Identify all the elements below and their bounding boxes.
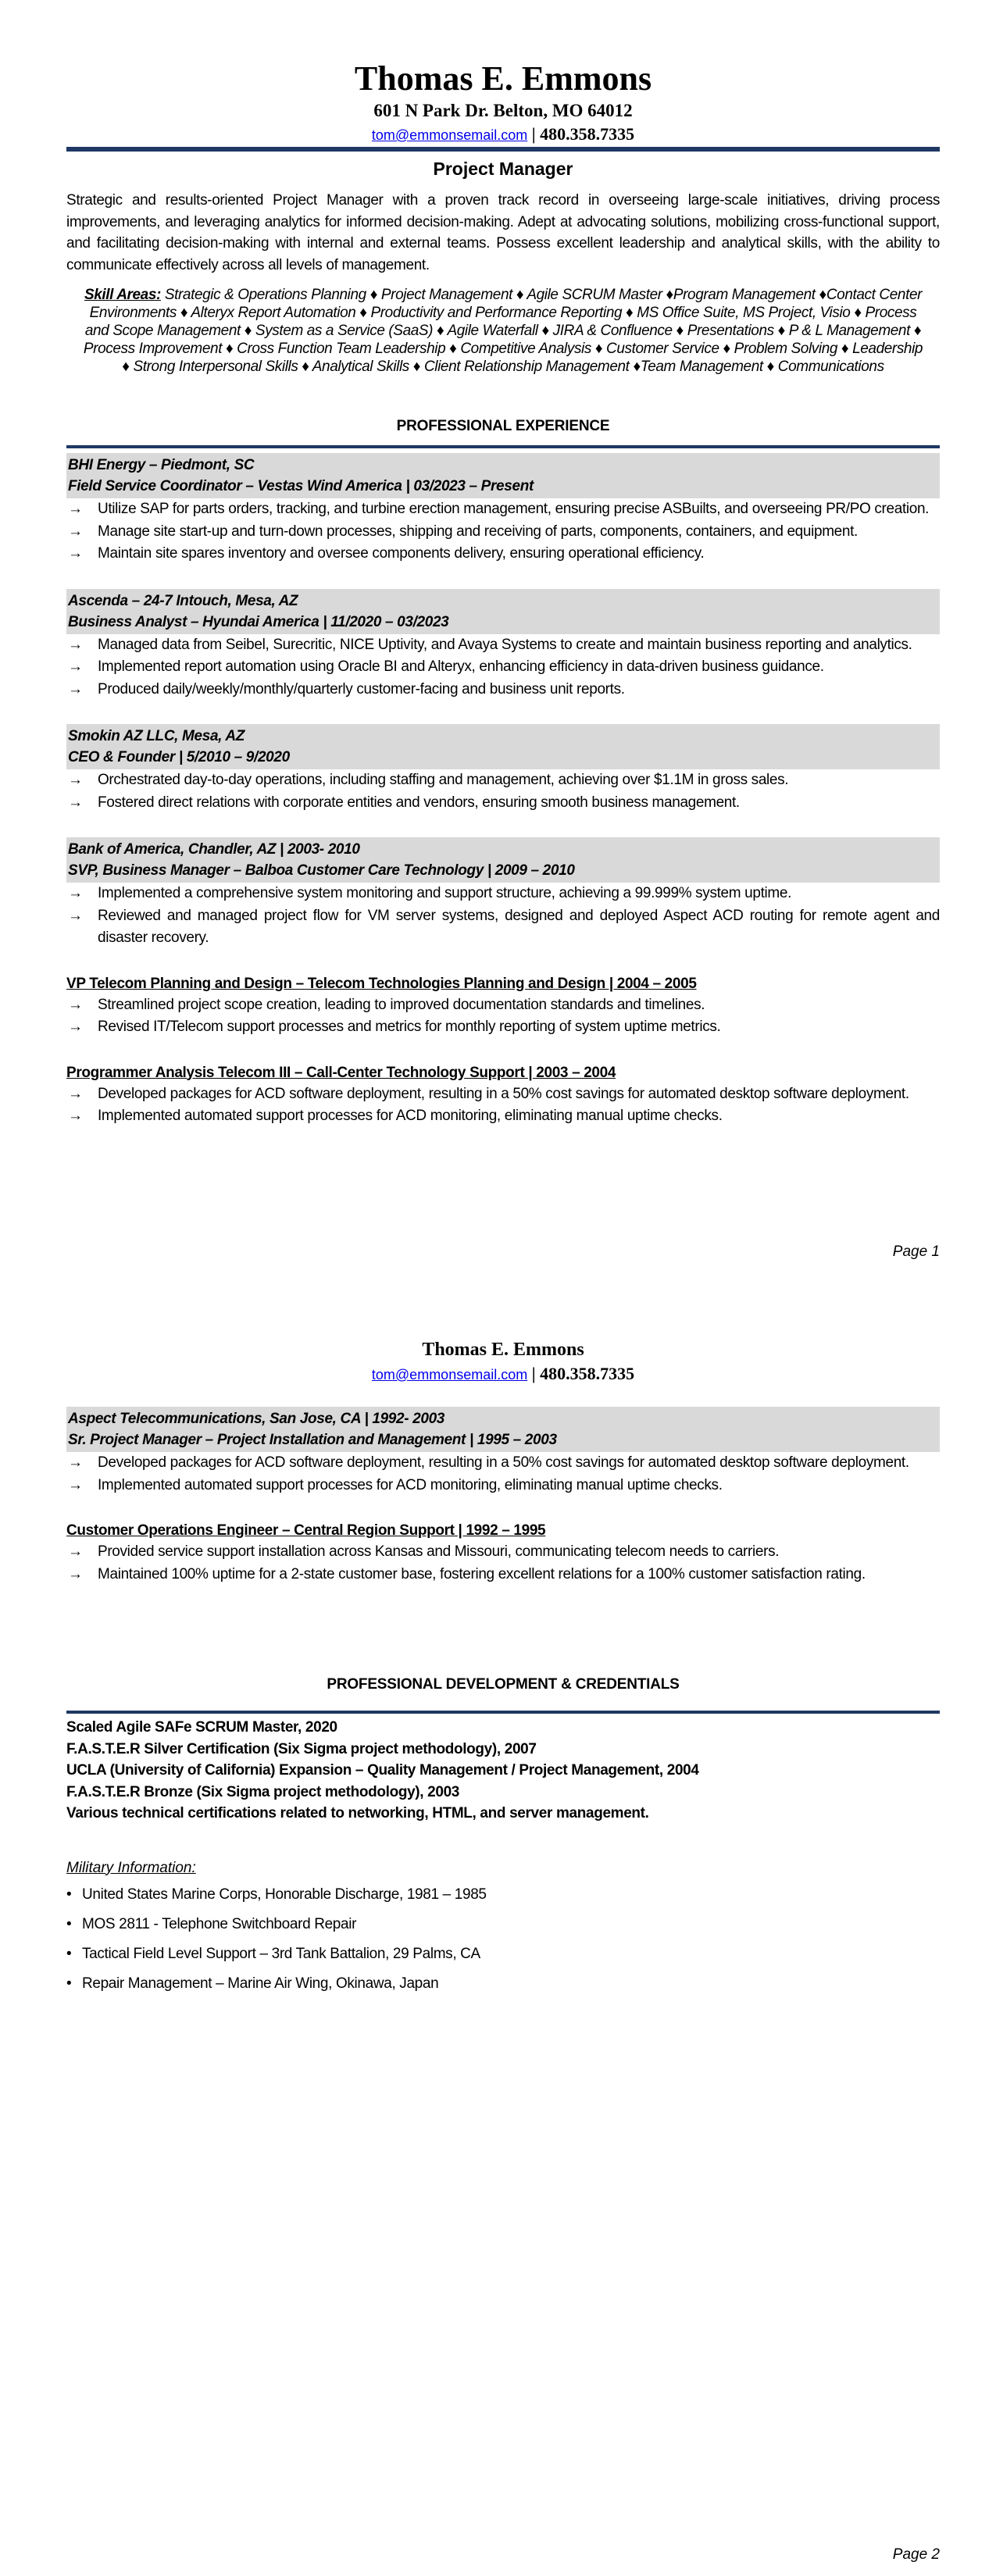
- military-text: United States Marine Corps, Honorable Discharge, 1981 – 1985: [82, 1886, 487, 1903]
- credential-item: UCLA (University of California) Expansion – Quality Management / Project Management, 2004: [66, 1762, 699, 1779]
- bullet-text: Streamlined project scope creation, leading to improved documentation standards and timelines.: [98, 996, 705, 1013]
- bullet-item: [66, 1083, 940, 1106]
- job-header: [66, 724, 940, 769]
- job-title: Project Manager: [433, 159, 573, 179]
- bullet-text: Maintain site spares inventory and oversee components delivery, ensuring operational efficiency.: [98, 545, 705, 562]
- bullet-item: [66, 679, 940, 701]
- job-entry: [66, 837, 940, 950]
- job-entry: [66, 973, 940, 1039]
- bullet-text: Reviewed and managed project flow for VM server systems, designed and deployed Aspect ACD routing for remote agent and disaster recovery.: [98, 907, 940, 946]
- job-header: [66, 453, 940, 498]
- bullet-item: [66, 1105, 940, 1128]
- job-entry: [66, 1062, 940, 1128]
- email-link[interactable]: tom@emmonsemail.com: [371, 127, 528, 143]
- credentials-heading: PROFESSIONAL DEVELOPMENT & CREDENTIALS: [327, 1676, 680, 1693]
- bullet-item: [66, 634, 940, 657]
- page2-email-link[interactable]: tom@emmonsemail.com: [371, 1367, 528, 1383]
- bullet-text: Implemented a comprehensive system monitoring and support structure, achieving a 99.999% system uptime.: [98, 885, 792, 901]
- bullet-text: Produced daily/weekly/monthly/quarterly customer-facing and business unit reports.: [98, 680, 625, 698]
- bullet-item: [66, 1564, 940, 1586]
- bullet-text: Managed data from Seibel, Surecritic, NICE Uptivity, and Avaya Systems to create and maintain business reporting and analytics.: [98, 636, 912, 653]
- credential-item: Various technical certifications related to networking, HTML, and server management.: [66, 1805, 649, 1821]
- arrow-icon: →: [68, 885, 83, 901]
- bullet-icon: •: [66, 1915, 72, 1932]
- bullet-item: [66, 769, 940, 792]
- arrow-icon: →: [68, 1085, 83, 1102]
- role: Customer Operations Engineer – Central Region Support | 1992 – 1995: [66, 1522, 546, 1539]
- bullet-item: [66, 521, 940, 544]
- summary: Strategic and results-oriented Project Manager with a proven track record in overseeing large-scale initiatives, driving process improvements, and leveraging analytics for informed decision-making. Adept at advocating solutions, mobilizing cross-functional support, and facilitating decision-making with internal and external teams. Possess excellent leadership and analytical skills, with the ability to communicate effectively across all levels of management.: [66, 192, 940, 273]
- bullet-text: Orchestrated day-to-day operations, including staffing and management, achieving over $1.1M in gross sales.: [98, 772, 789, 788]
- page2-contact-line: [66, 1362, 940, 1386]
- bullet-icon: •: [66, 1886, 72, 1903]
- military-item: [66, 1941, 940, 1968]
- page2-phone: 480.358.7335: [540, 1364, 635, 1383]
- job-header: [66, 837, 940, 883]
- arrow-icon: →: [68, 501, 83, 517]
- job-entry: [66, 724, 940, 814]
- company: BHI Energy – Piedmont, SC: [68, 457, 255, 473]
- skill-areas-label: Skill Areas:: [84, 287, 161, 303]
- bullet-text: Developed packages for ACD software deployment, resulting in a 50% cost savings for automated desktop software deployment.: [98, 1085, 909, 1102]
- credential-item: F.A.S.T.E.R Silver Certification (Six Sigma project methodology), 2007: [66, 1740, 537, 1757]
- bullet-item: [66, 1016, 940, 1039]
- bullet-text: Maintained 100% uptime for a 2-state customer base, fostering excellent relations for a 100% customer satisfaction rating.: [98, 1565, 866, 1582]
- candidate-name: Thomas E. Emmons: [354, 59, 652, 98]
- arrow-icon: →: [68, 1543, 83, 1560]
- bullet-item: [66, 905, 940, 950]
- bullet-text: Utilize SAP for parts orders, tracking, and turbine erection management, ensuring precise ASBuilts, and overseeing PR/PO creation.: [98, 501, 930, 517]
- military-text: Tactical Field Level Support – 3rd Tank Battalion, 29 Palms, CA: [82, 1945, 480, 1962]
- arrow-icon: →: [68, 996, 83, 1013]
- role: Programmer Analysis Telecom III – Call-Center Technology Support | 2003 – 2004: [66, 1064, 616, 1081]
- arrow-icon: →: [68, 636, 83, 653]
- military-item: [66, 1971, 940, 1997]
- phone: 480.358.7335: [540, 124, 635, 144]
- arrow-icon: →: [68, 523, 83, 540]
- bullet-text: Fostered direct relations with corporate entities and vendors, ensuring smooth business management.: [98, 794, 740, 811]
- bullet-item: [66, 792, 940, 815]
- bullet-text: Implemented automated support processes for ACD monitoring, eliminating manual uptime checks.: [98, 1108, 723, 1124]
- role: Business Analyst – Hyundai America | 11/2020 – 03/2023: [68, 613, 449, 630]
- military-item: [66, 1882, 940, 1908]
- company: Ascenda – 24-7 Intouch, Mesa, AZ: [68, 592, 298, 609]
- bullet-icon: •: [66, 1975, 72, 1992]
- arrow-icon: →: [68, 658, 83, 675]
- bullet-item: [66, 498, 940, 521]
- role: SVP, Business Manager – Balboa Customer Care Technology | 2009 – 2010: [68, 862, 575, 879]
- arrow-icon: →: [68, 545, 83, 562]
- bullet-text: Developed packages for ACD software deployment, resulting in a 50% cost savings for automated desktop software deployment.: [98, 1454, 909, 1471]
- credentials-list: [66, 1717, 940, 1997]
- separator: |: [531, 1364, 536, 1383]
- experience-list-page2: [66, 1407, 940, 1609]
- bullet-item: [66, 1475, 940, 1497]
- role: VP Telecom Planning and Design – Telecom Technologies Planning and Design | 2004 – 2005: [66, 975, 697, 992]
- bullet-icon: •: [66, 1945, 72, 1962]
- job-entry: [66, 589, 940, 701]
- header-rule: [66, 147, 940, 152]
- role: Field Service Coordinator – Vestas Wind America | 03/2023 – Present: [68, 478, 534, 494]
- arrow-icon: →: [68, 1108, 83, 1124]
- bullet-text: Manage site start-up and turn-down processes, shipping and receiving of parts, components, containers, and equipment.: [98, 523, 858, 540]
- job-header: [66, 589, 940, 634]
- contact-line: [66, 123, 940, 147]
- military-text: MOS 2811 - Telephone Switchboard Repair: [82, 1915, 357, 1932]
- separator: |: [531, 124, 536, 144]
- bullet-text: Implemented report automation using Oracle BI and Alteryx, enhancing efficiency in data-driven business guidance.: [98, 658, 824, 675]
- arrow-icon: →: [68, 1454, 83, 1471]
- job-entry: [66, 1520, 940, 1586]
- bullet-text: Provided service support installation across Kansas and Missouri, communicating telecom needs to carriers.: [98, 1543, 780, 1560]
- credential-item: F.A.S.T.E.R Bronze (Six Sigma project methodology), 2003: [66, 1783, 460, 1800]
- experience-rule: [66, 445, 940, 448]
- company: Aspect Telecommunications, San Jose, CA | 1992- 2003: [68, 1411, 445, 1427]
- bullet-item: [66, 543, 940, 566]
- page-number: Page 1: [892, 1243, 940, 1260]
- skill-areas-text: Strategic & Operations Planning ♦ Project Management ♦ Agile SCRUM Master ♦Program Management ♦Contact Center Environments ♦ Alteryx Report Automation ♦ Productivity and Performance Reporting ♦ MS Office Suite, MS Project, Visio ♦ Process and Scope Management ♦ System as a Service (SaaS) ♦ Agile Waterfall ♦ JIRA & Confluence ♦ Presentations ♦ P & L Management ♦ Process Improvement ♦ Cross Function Team Leadership ♦ Competitive Analysis ♦ Customer Service ♦ Problem Solving ♦ Leadership ♦ Strong Interpersonal Skills ♦ Analytical Skills ♦ Client Relationship Management ♦Team Management ♦ Communications: [83, 287, 923, 375]
- page-number: Page 2: [892, 2546, 940, 2563]
- credentials-rule: [66, 1711, 940, 1714]
- arrow-icon: →: [68, 1476, 83, 1493]
- bullet-item: [66, 1452, 940, 1475]
- experience-heading: PROFESSIONAL EXPERIENCE: [396, 418, 610, 434]
- military-item: [66, 1911, 940, 1938]
- job-header: [66, 1407, 940, 1452]
- company: Smokin AZ LLC, Mesa, AZ: [68, 728, 245, 744]
- bullet-item: [66, 1541, 940, 1564]
- skill-areas: [66, 286, 940, 376]
- credential-item: Scaled Agile SAFe SCRUM Master, 2020: [66, 1719, 337, 1736]
- arrow-icon: →: [68, 907, 83, 924]
- job-entry: [66, 1407, 940, 1497]
- role: Sr. Project Manager – Project Installation and Management | 1995 – 2003: [68, 1432, 557, 1448]
- arrow-icon: →: [68, 794, 83, 811]
- bullet-text: Revised IT/Telecom support processes and metrics for monthly reporting of system uptime metrics.: [98, 1019, 721, 1035]
- bullet-text: Implemented automated support processes for ACD monitoring, eliminating manual uptime checks.: [98, 1476, 723, 1493]
- bullet-item: [66, 883, 940, 905]
- arrow-icon: →: [68, 1019, 83, 1035]
- company: Bank of America, Chandler, AZ | 2003- 2010: [68, 841, 360, 858]
- bullet-item: [66, 656, 940, 679]
- military-heading: Military Information:: [66, 1859, 196, 1876]
- military-text: Repair Management – Marine Air Wing, Okinawa, Japan: [82, 1975, 439, 1992]
- page2-name: Thomas E. Emmons: [422, 1340, 584, 1360]
- job-entry: [66, 453, 940, 566]
- arrow-icon: →: [68, 1565, 83, 1582]
- experience-list-page1: [66, 453, 940, 1151]
- arrow-icon: →: [68, 772, 83, 788]
- address: 601 N Park Dr. Belton, MO 64012: [373, 101, 633, 120]
- role: CEO & Founder | 5/2010 – 9/2020: [68, 749, 290, 765]
- bullet-item: [66, 994, 940, 1017]
- arrow-icon: →: [68, 680, 83, 698]
